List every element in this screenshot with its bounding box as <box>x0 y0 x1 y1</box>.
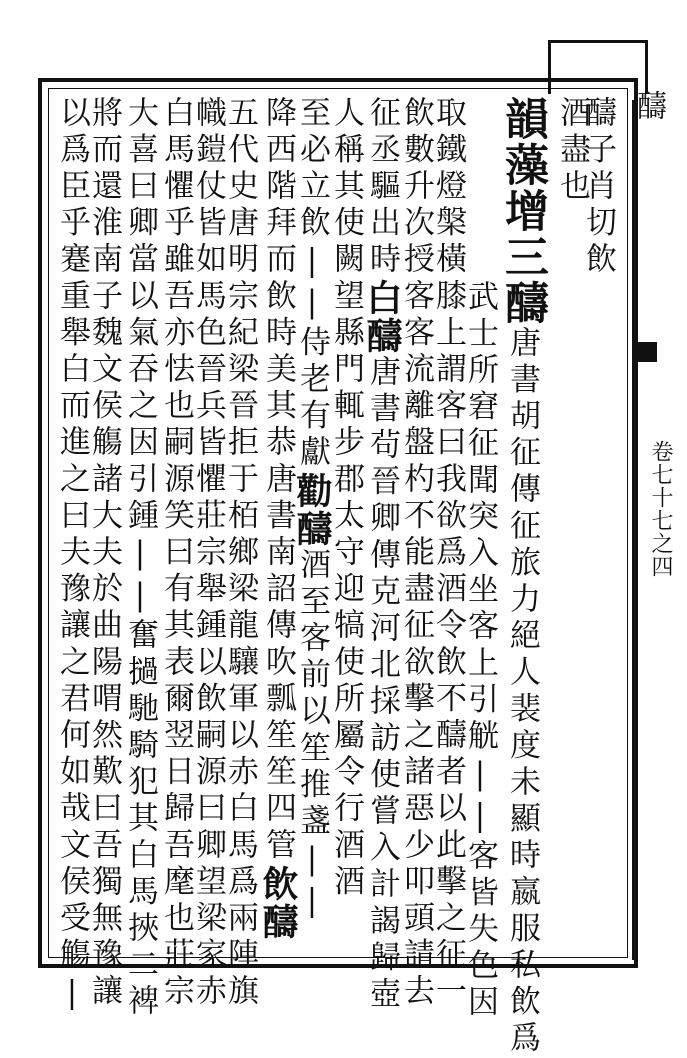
text-run: 五代史唐明宗紀梁晉拒于栢鄉梁龍驤軍以赤白馬爲兩陣旗 <box>222 96 258 1011</box>
text-run: 唐書胡征傳征旅力絕人裴度未顯時嬴服私飲爲 <box>504 326 540 1058</box>
text-column <box>554 96 590 206</box>
text-column <box>398 96 434 1011</box>
text-run: 闕望縣門輒步郡太守迎犒使所屬令行酒酒 <box>328 242 364 902</box>
text-run: 降西階拜而飲時美其恭 <box>260 96 296 462</box>
text-column <box>361 96 403 1014</box>
text-column <box>328 96 364 902</box>
text-run: 酒至客前以笙推盞|| <box>294 548 330 924</box>
text-column <box>54 96 90 1016</box>
text-run: 酒盡也 <box>554 96 590 206</box>
volume-label: 卷七十七之四 <box>648 440 673 578</box>
text-column <box>291 96 333 924</box>
text-run: 韻藻增三醻 <box>497 96 548 326</box>
text-run: 唐書茍晉卿傳克河北採訪使嘗入計謁歸壺 <box>364 355 400 1014</box>
text-run: 醻子肖切飲 <box>580 96 616 279</box>
text-column <box>462 280 498 1022</box>
text-column <box>430 96 466 1011</box>
text-column <box>190 96 226 1011</box>
text-column <box>86 96 122 1011</box>
text-run: 唐書南詔傳吹瓢笙笙四管 <box>260 462 296 865</box>
text-column <box>257 96 299 941</box>
fish-tail-mark <box>637 342 657 362</box>
text-run: 勸醻 <box>291 472 333 548</box>
text-run: 至必立飲||侍老有獻 <box>294 96 330 472</box>
text-run: 人稱其使 <box>328 96 364 243</box>
text-column <box>122 96 158 1021</box>
text-column <box>158 96 194 1011</box>
text-column <box>497 96 548 1058</box>
text-run: 飲醻 <box>257 864 299 941</box>
text-run: 白馬懼乎雖吾亦怯也嗣源笑曰有其表爾翌日歸吾麾也莊宗 <box>158 96 194 1011</box>
text-run: 征丞驅出時 <box>364 96 400 279</box>
text-run: 幟鎧仗皆如馬色晉兵皆懼莊宗舉鍾以飲嗣源曰卿望梁家赤 <box>190 96 226 1011</box>
text-run: 將而還淮南子魏文侯觴諸大夫於曲陽喟然歎曰吾獨無豫讓 <box>86 96 122 1011</box>
text-run: 取鐵燈槃橫膝上謂客曰我欲爲酒令飲不醻者以此擊之征一 <box>430 96 466 1011</box>
text-run: 白醻 <box>361 279 403 355</box>
text-run: 飲數升次授客客流離盤杓不能盡征欲擊之諸惡少叩頭請去 <box>398 96 434 1011</box>
text-run: 武士所窘征聞突入坐客上引觥||客皆失色因 <box>462 280 498 1022</box>
tab-glyph: 醻 <box>631 90 666 120</box>
text-run: 大喜曰卿當以氣吞之因引鍾||奮撾馳騎犯其白馬挾二裨 <box>122 96 158 1021</box>
text-column <box>222 96 258 1011</box>
text-run: 以爲臣乎蹇重舉白而進之曰夫豫讓之君何如哉文侯受觴| <box>54 96 90 1016</box>
